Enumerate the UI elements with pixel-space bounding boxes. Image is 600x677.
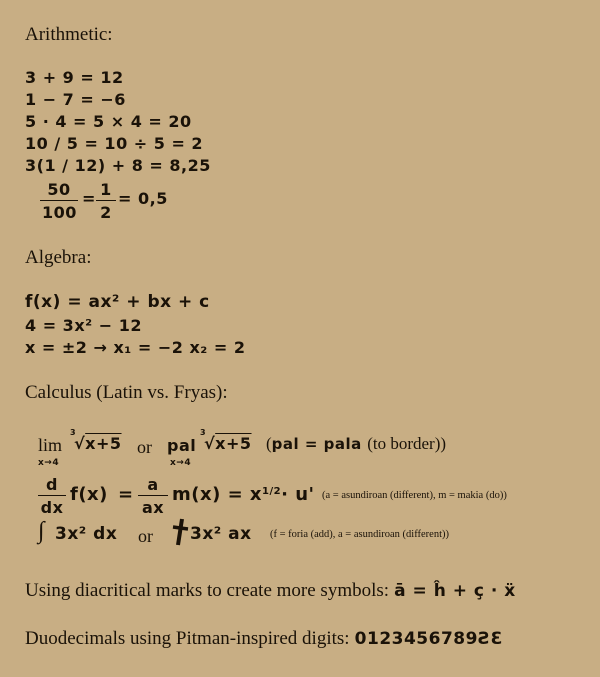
fraction-numerator: 1 [100,180,112,199]
lim-subscript: x→4 [38,458,60,468]
derivative-equals: = [118,484,134,505]
derivative-fraction-2 [138,475,168,517]
algebra-line-3: x = ±2 → x₁ = −2 x₂ = 2 [25,338,246,357]
duodecimals-label: Duodecimals using Pitman-inspired digits: [25,628,350,649]
derivative-den-1: dx [38,495,66,517]
radicand: x+5 [215,434,252,453]
duodecimals-row [25,628,503,650]
root-index-2: 3 [200,428,207,437]
duodecimals-digits: 0123456789ƧƐ [354,629,504,649]
arithmetic-heading: Arithmetic: [25,24,113,45]
root-index: 3 [70,428,77,437]
fraction-denominator: 2 [96,200,116,222]
diacritics-row [25,580,516,602]
derivative-body-2 [172,484,315,505]
fraction-50-100 [40,180,78,222]
cube-root-2 [204,434,252,453]
limit-note [266,434,446,454]
integral-sign-icon: ∫ [38,518,45,544]
fraction-1-2 [96,180,116,222]
lim-label: lim [38,435,63,455]
derivative-body-2-text: m(x) = x [172,484,263,505]
integral-body: 3x² dx [55,524,118,544]
arithmetic-line-4: 10 / 5 = 10 ÷ 5 = 2 [25,134,204,153]
arithmetic-line-2: 1 − 7 = −6 [25,90,126,109]
integral-body-2: 3x² ax [190,524,252,544]
radicand: x+5 [85,434,122,453]
derivative-tail: · u' [281,484,315,505]
fraction-denominator: 100 [40,200,78,222]
pal-subscript: x→4 [170,458,192,468]
derivative-body-1: f(x) [70,484,108,505]
note-paren: ( [266,434,272,453]
derivative-fraction-1 [38,475,66,517]
diacritics-symbols: ā = ĥ + ç · ẍ [394,581,516,601]
algebra-heading: Algebra: [25,247,92,268]
pal-label: pal [167,436,197,455]
radical-icon: √ [74,434,86,453]
diacritics-label: Using diacritical marks to create more symbols: [25,580,390,601]
or-label-1: or [137,437,152,457]
fryas-integral-icon [170,517,190,551]
cube-root-1 [74,434,122,453]
fraction-result: = 0,5 [118,189,168,208]
integral-note: (f = foria (add), a = asundiroan (different)) [270,529,449,540]
derivative-note: (a = asundiroan (different), m = makia (do)) [322,490,507,501]
derivative-num-1: d [46,475,58,494]
arithmetic-line-3: 5 · 4 = 5 × 4 = 20 [25,112,192,131]
note-text: (to border)) [367,434,447,453]
derivative-num-2: a [147,475,159,494]
note-pal: pal = pala [271,435,362,453]
calculus-heading: Calculus (Latin vs. Fryas): [25,382,228,403]
derivative-exponent: 1/2 [262,486,282,497]
fraction-numerator: 50 [47,180,71,199]
fraction-equals: = [82,189,96,208]
or-label-2: or [138,526,153,546]
algebra-line-2: 4 = 3x² − 12 [25,316,142,335]
algebra-line-1: f(x) = ax² + bx + c [25,292,210,312]
radical-icon: √ [204,434,216,453]
arithmetic-line-1: 3 + 9 = 12 [25,68,124,87]
derivative-den-2: ax [138,495,168,517]
arithmetic-line-5: 3(1 / 12) + 8 = 8,25 [25,156,211,175]
